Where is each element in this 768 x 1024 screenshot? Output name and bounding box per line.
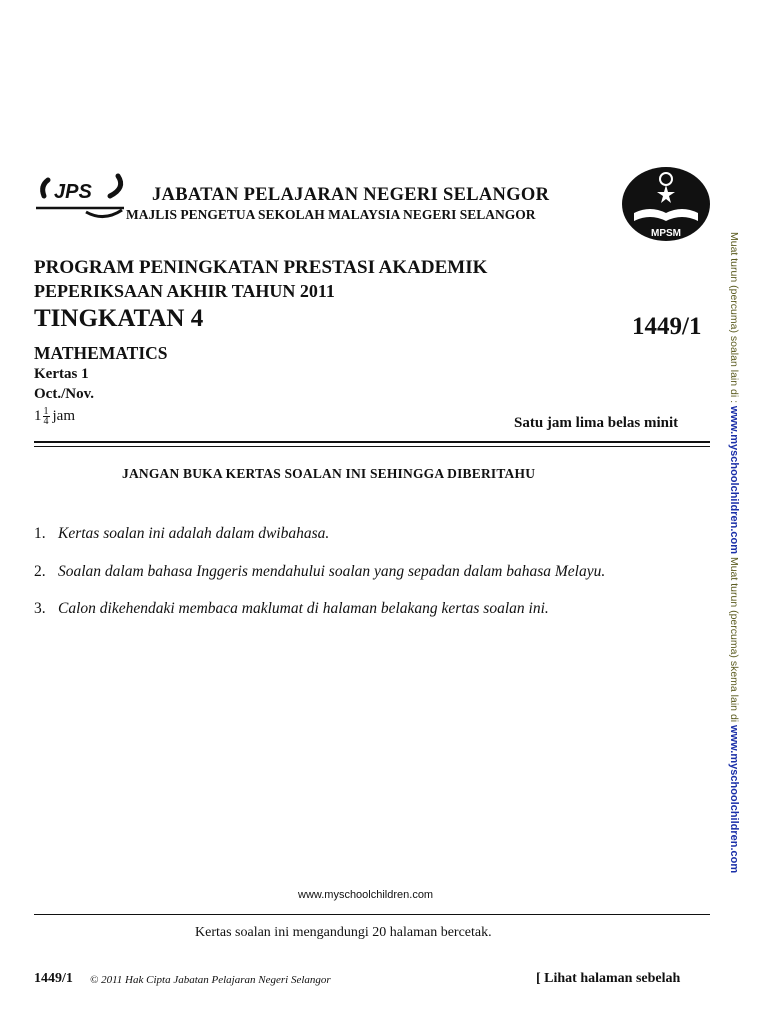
- subject-name: MATHEMATICS: [34, 343, 168, 363]
- mpsm-logo: [620, 165, 712, 243]
- program-title: PROGRAM PENINGKATAN PRESTASI AKADEMIK: [34, 257, 488, 278]
- duration-fraction: [43, 407, 50, 426]
- instruction-item: [34, 525, 329, 543]
- form-level: TINGKATAN 4: [34, 305, 204, 332]
- footer-copyright: © 2011 Hak Cipta Jabatan Pelajaran Negeri Selangor: [90, 974, 331, 986]
- jps-logo-text: JPS: [54, 181, 92, 203]
- jps-logo: [34, 166, 126, 226]
- mpsm-logo-text: MPSM: [651, 228, 681, 239]
- side-banner-text: Muat turun (percuma) skema lain di: [728, 554, 740, 726]
- divider-bottom: [34, 914, 710, 915]
- duration-words: Satu jam lima belas minit: [514, 415, 679, 431]
- divider-thin: [34, 446, 710, 447]
- side-banner-link[interactable]: www.myschoolchildren.com: [728, 405, 740, 555]
- page-count-note: Kertas soalan ini mengandungi 20 halaman bercetak.: [195, 925, 492, 940]
- instruction-text: Kertas soalan ini adalah dalam dwibahasa.: [58, 525, 330, 542]
- footer-next-page: [ Lihat halaman sebelah: [536, 971, 681, 986]
- instruction-number: 1.: [34, 525, 46, 542]
- exam-session: Oct./Nov.: [34, 386, 94, 402]
- divider-thick: [34, 441, 710, 443]
- instruction-text: Calon dikehendaki membaca maklumat di halaman belakang kertas soalan ini.: [58, 600, 549, 617]
- side-banner: [728, 232, 740, 873]
- instruction-number: 3.: [34, 600, 46, 617]
- side-banner-link[interactable]: www.myschoolchildren.com: [728, 725, 740, 874]
- duration-denominator: 4: [43, 416, 49, 427]
- instruction-item: [34, 563, 605, 581]
- duration-whole: 1: [34, 408, 42, 424]
- paper-number: Kertas 1: [34, 366, 89, 382]
- council-name: MAJLIS PENGETUA SEKOLAH MALAYSIA NEGERI SELANGOR: [126, 207, 536, 222]
- instruction-item: [34, 600, 549, 618]
- instruction-number: 2.: [34, 563, 46, 580]
- paper-code: 1449/1: [632, 313, 702, 340]
- footer-code: 1449/1: [34, 971, 73, 986]
- duration-unit: jam: [52, 408, 75, 424]
- warning-notice: JANGAN BUKA KERTAS SOALAN INI SEHINGGA DIBERITAHU: [122, 466, 536, 481]
- duration-numerator: 1: [43, 406, 49, 417]
- side-banner-text: Muat turun (percuma) soalan lain di :: [728, 232, 740, 406]
- exam-title: PEPERIKSAAN AKHIR TAHUN 2011: [34, 281, 335, 301]
- organization-name: JABATAN PELAJARAN NEGERI SELANGOR: [152, 185, 550, 205]
- instruction-text: Soalan dalam bahasa Inggeris mendahului soalan yang sepadan dalam bahasa Melayu.: [58, 563, 606, 580]
- duration: [34, 407, 75, 426]
- website-link[interactable]: www.myschoolchildren.com: [298, 889, 434, 901]
